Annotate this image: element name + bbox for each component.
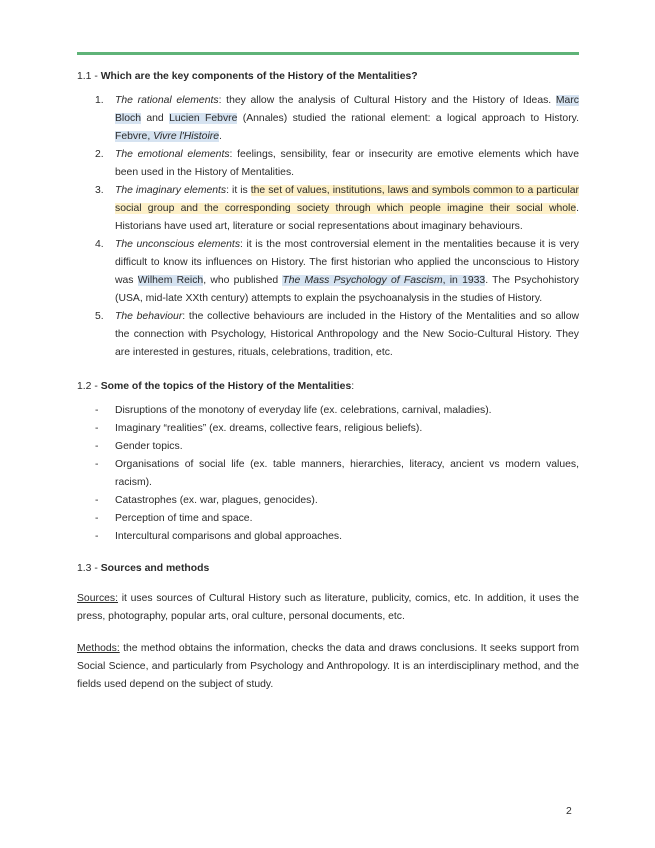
list-item	[77, 528, 579, 546]
highlight-lucien-febvre: Lucien Febvre	[169, 113, 238, 124]
dash-bullet: -	[95, 441, 99, 452]
sources-label: Sources:	[77, 593, 119, 604]
item-text: and	[141, 113, 170, 124]
list-item	[77, 402, 579, 420]
highlight-marc-bloch: Marc Bloch	[115, 95, 579, 124]
section-title: Sources and methods	[100, 563, 210, 574]
highlight-wilhem-reich: Wilhem Reich	[137, 275, 204, 286]
item-text: . Historians have used art, literature or social representations about imaginary behaviours.	[115, 203, 579, 232]
item-term: The unconscious elements	[115, 239, 241, 250]
item-text: (Annales) studied the rational element: a logical approach to History.	[237, 113, 579, 124]
item-term: The emotional elements	[115, 149, 230, 160]
topics-list	[77, 402, 579, 546]
highlight-reich-book	[282, 275, 485, 286]
list-item	[77, 420, 579, 438]
methods-text: the method obtains the information, checks the data and draws conclusions. It seeks support from Social Science, and particularly from Psychology and Anthropology. It is an interdisciplinary method, and the fields used depend on the subject of study.	[77, 643, 579, 690]
colon: :	[351, 381, 355, 392]
book-title: Vivre l'Histoire	[153, 131, 220, 142]
list-item	[77, 510, 579, 528]
topic-text: Gender topics.	[115, 441, 183, 452]
dash-bullet: -	[95, 513, 99, 524]
topic-text: Intercultural comparisons and global approaches.	[115, 531, 342, 542]
item-text: .	[219, 131, 222, 142]
sources-paragraph	[77, 590, 579, 626]
item-term: The behaviour	[115, 311, 183, 322]
section-number: 1.2 -	[77, 381, 101, 392]
item-number: 1.	[95, 95, 104, 106]
item-text: : it is the most controversial element in the mentalities because it is very difficult to know its influences on History. The first historian who applied the unconscious to History was	[115, 239, 579, 286]
section-heading-1-1	[77, 68, 579, 86]
methods-label: Methods:	[77, 643, 120, 654]
dash-bullet: -	[95, 531, 99, 542]
list-item	[77, 146, 579, 182]
section-number: 1.1 -	[77, 71, 101, 82]
section-title: Some of the topics of the History of the Mentalities	[100, 381, 352, 392]
highlight-text: , in 1933	[442, 275, 486, 286]
item-number: 4.	[95, 239, 104, 250]
item-text: : it is	[226, 185, 251, 196]
dash-bullet: -	[95, 423, 99, 434]
page-number: 2	[566, 806, 572, 817]
item-number: 5.	[95, 311, 104, 322]
list-item	[77, 92, 579, 146]
topic-text: Organisations of social life (ex. table manners, hierarchies, literacy, ancient vs modern values, racism).	[115, 459, 579, 488]
section-title: Which are the key components of the History of the Mentalities?	[100, 71, 418, 82]
item-number: 2.	[95, 149, 104, 160]
highlight-text: Febvre,	[115, 131, 154, 142]
topic-text: Catastrophes (ex. war, plagues, genocides).	[115, 495, 318, 506]
item-term: The imaginary elements	[115, 185, 227, 196]
dash-bullet: -	[95, 405, 99, 416]
book-title: The Mass Psychology of Fascism	[282, 275, 443, 286]
dash-bullet: -	[95, 459, 99, 470]
list-item	[77, 456, 579, 492]
topic-text: Imaginary “realities” (ex. dreams, collective fears, religious beliefs).	[115, 423, 423, 434]
section-number: 1.3 -	[77, 563, 101, 574]
item-text: , who published	[203, 275, 283, 286]
dash-bullet: -	[95, 495, 99, 506]
item-number: 3.	[95, 185, 104, 196]
section-heading-1-2	[77, 378, 579, 396]
sources-text: it uses sources of Cultural History such as literature, publicity, comics, etc. In addition, it uses the press, photography, popular arts, oral culture, personal documents, etc.	[77, 593, 579, 622]
topic-text: Disruptions of the monotony of everyday life (ex. celebrations, carnival, maladies).	[115, 405, 492, 416]
methods-paragraph	[77, 640, 579, 694]
item-text: : feelings, sensibility, fear or insecurity are emotive elements which have been used in the History of Mentalities.	[115, 149, 579, 178]
header-rule	[77, 52, 579, 55]
list-item	[77, 236, 579, 308]
topic-text: Perception of time and space.	[115, 513, 253, 524]
item-text: : they allow the analysis of Cultural History and the History of Ideas.	[218, 95, 556, 106]
highlight-definition: the set of values, institutions, laws and symbols common to a particular social group and the corresponding society through which people imagine their social whole	[115, 185, 579, 214]
item-text: . The Psychohistory (USA, mid-late XXth century) attempts to explain the psychoanalysis in the studies of History.	[115, 275, 579, 304]
list-item	[77, 308, 579, 362]
highlight-febvre-book	[115, 131, 219, 142]
section-heading-1-3	[77, 560, 579, 578]
item-term: The rational elements	[115, 95, 219, 106]
list-item	[77, 492, 579, 510]
item-text: : the collective behaviours are included in the History of the Mentalities and so allow the connection with Psychology, Historical Anthropology and the New Socio-Cultural History. They are interested in gestures, rituals, celebrations, tradition, etc.	[115, 311, 579, 358]
list-item	[77, 438, 579, 456]
list-item	[77, 182, 579, 236]
components-list	[77, 92, 579, 362]
document-page	[77, 68, 579, 694]
